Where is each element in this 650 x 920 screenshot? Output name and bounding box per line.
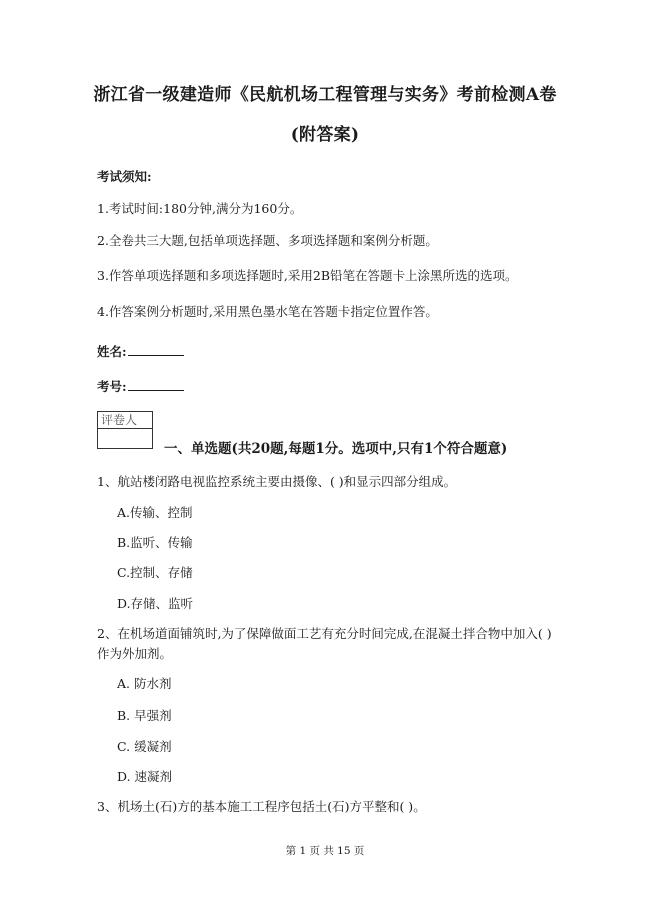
page-footer: 第 1 页 共 15 页 xyxy=(285,845,365,857)
notice-item-1: 1.考试时间:180分钟,满分为160分。 xyxy=(97,201,303,216)
grader-box xyxy=(97,411,153,449)
question-2-option-c[interactable]: C. 缓凝剂 xyxy=(117,739,172,754)
question-2-stem-line2: 作为外加剂。 xyxy=(97,646,173,661)
question-2-option-b[interactable]: B. 早强剂 xyxy=(117,708,172,723)
number-field[interactable] xyxy=(97,377,184,395)
question-3-stem: 3、机场土(石)方的基本施工工程序包括土(石)方平整和( )。 xyxy=(97,799,426,814)
notice-item-4: 4.作答案例分析题时,采用黑色墨水笔在答题卡指定位置作答。 xyxy=(97,304,438,319)
question-1-option-b[interactable]: B.监听、传输 xyxy=(117,535,193,550)
section1-heading: 一、单选题(共20题,每题1分。选项中,只有1个符合题意) xyxy=(164,441,508,457)
doc-title-line2: (附答案) xyxy=(290,125,360,145)
name-blank[interactable] xyxy=(128,343,184,356)
doc-title-line1: 浙江省一级建造师《民航机场工程管理与实务》考前检测A卷 xyxy=(93,85,557,105)
question-1-stem: 1、航站楼闭路电视监控系统主要由摄像、( )和显示四部分组成。 xyxy=(97,474,457,489)
question-2-option-a[interactable]: A. 防水剂 xyxy=(117,676,172,691)
question-2-option-d[interactable]: D. 速凝剂 xyxy=(117,769,173,784)
question-2-stem-line1: 2、在机场道面铺筑时,为了保障做面工艺有充分时间完成,在混凝土拌合物中加入( ) xyxy=(97,626,552,641)
grader-label: 评卷人 xyxy=(98,412,152,429)
number-label: 考号: xyxy=(97,379,127,394)
question-1-option-c[interactable]: C.控制、存储 xyxy=(117,565,193,580)
notice-item-2: 2.全卷共三大题,包括单项选择题、多项选择题和案例分析题。 xyxy=(97,233,438,248)
name-label: 姓名: xyxy=(97,344,127,359)
number-blank[interactable] xyxy=(128,378,184,391)
notice-item-3: 3.作答单项选择题和多项选择题时,采用2B铅笔在答题卡上涂黑所选的选项。 xyxy=(97,268,518,283)
question-1-option-d[interactable]: D.存储、监听 xyxy=(117,596,194,611)
notice-heading: 考试须知: xyxy=(97,169,152,184)
question-1-option-a[interactable]: A.传输、控制 xyxy=(117,505,193,520)
name-field[interactable] xyxy=(97,342,184,360)
